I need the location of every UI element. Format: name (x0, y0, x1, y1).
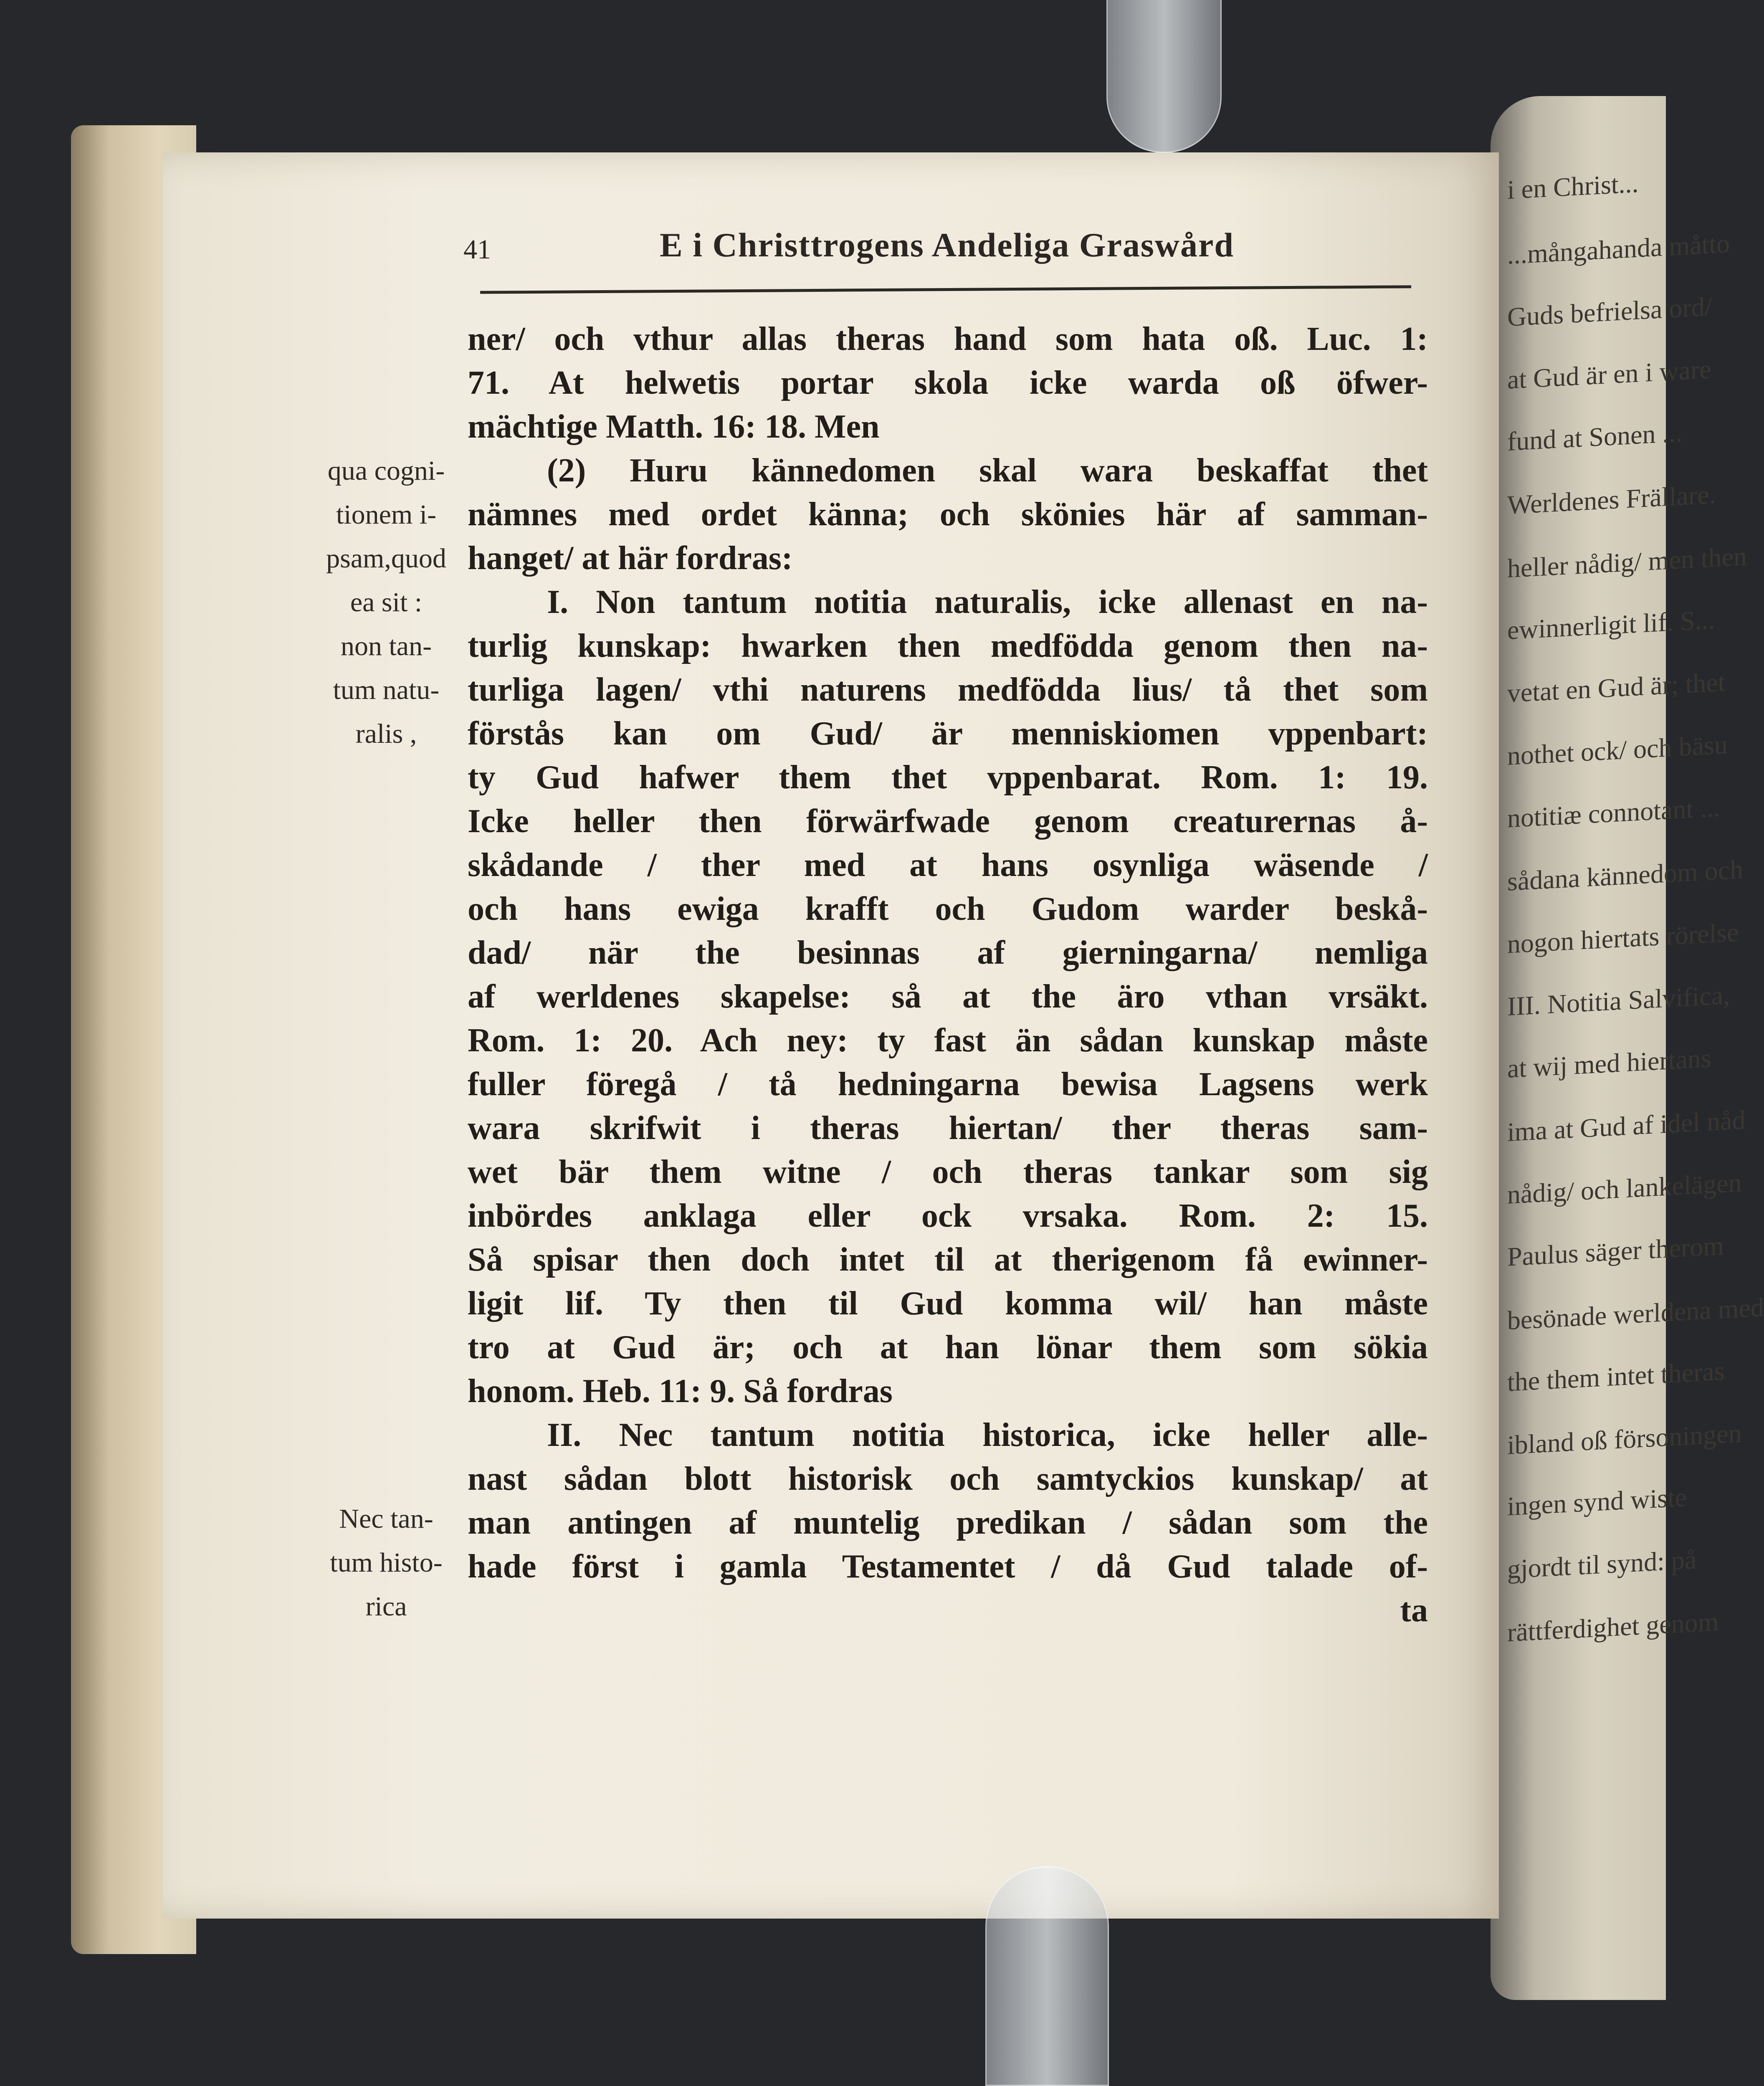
margin-note-line: ralis , (355, 719, 417, 749)
margin-note-1 (317, 449, 455, 756)
page-number: 41 (463, 234, 491, 265)
text-line: II. Nec tantum notitia historica, icke heller alle- (547, 1417, 1428, 1453)
body-text (468, 317, 1428, 1633)
text-line: nast sådan blott historisk och samtyckios kunskap/ at (468, 1461, 1428, 1497)
facing-page-line: ima at Gud af idel nåd (1507, 1105, 1746, 1147)
text-line: tro at Gud är; och at han lönar them som sökia (468, 1329, 1428, 1366)
facing-page-line: sådana kännedom och (1507, 854, 1744, 896)
text-line: ligit lif. Ty then til Gud komma wil/ han måste (468, 1285, 1428, 1322)
facing-page-line: besönade werldena med (1507, 1292, 1764, 1336)
facing-page-line: fund at Sonen ... (1507, 418, 1683, 456)
facing-page-line: gjordt til synd: på (1507, 1544, 1697, 1584)
facing-page-line: at Gud är en i ware (1507, 354, 1711, 395)
text-line: af werldenes skapelse: så at the äro vthan vrsäkt. (468, 978, 1428, 1015)
facing-page-line: the them intet theras (1507, 1356, 1725, 1397)
facing-page-line: ibland oß försoningen (1507, 1418, 1742, 1460)
facing-page-line: nothet ock/ och bäsu (1507, 729, 1728, 771)
text-line: ta (1400, 1592, 1428, 1629)
text-line: mächtige Matth. 16: 18. Men (468, 408, 880, 445)
text-line: man antingen af muntelig predikan / sådan som the (468, 1504, 1428, 1541)
page-clip-bottom (985, 1866, 1109, 2086)
facing-page-line: ewinnerligit lif. S... (1507, 604, 1715, 646)
facing-page-line: vetat en Gud är; thet (1507, 667, 1726, 708)
facing-page-line: Guds befrielsa ord/ (1507, 291, 1712, 332)
margin-note-line: tionem i- (336, 499, 437, 530)
facing-page-line: rättferdighet genom (1507, 1606, 1719, 1648)
facing-page-line: Paulus säger therom (1507, 1230, 1724, 1272)
text-line: skådande / ther med at hans osynliga wäsende / (468, 847, 1428, 884)
text-line: inbördes anklaga eller ock vrsaka. Rom. 2: 15. (468, 1197, 1428, 1234)
facing-page-line: Werldenes Frällare. (1507, 479, 1716, 520)
facing-page-line: heller nådig/ men then (1507, 541, 1747, 584)
text-line: wet bär them witne / och theras tankar som sig (468, 1154, 1428, 1190)
margin-note-line: Nec tan- (339, 1504, 433, 1534)
text-line: Icke heller then förwärfwade genom creaturernas å- (468, 803, 1428, 840)
text-line: Rom. 1: 20. Ach ney: ty fast än sådan kunskap måste (468, 1022, 1428, 1059)
text-line: turlig kunskap: hwarken then medfödda genom then na- (468, 628, 1428, 664)
margin-note-line: rica (365, 1591, 407, 1622)
text-line: förstås kan om Gud/ är menniskiomen vppenbart: (468, 715, 1428, 752)
text-line: ty Gud hafwer them thet vppenbarat. Rom. 1: 19. (468, 759, 1428, 796)
running-head: E i Christtrogens Andeliga Graswård (660, 226, 1234, 264)
text-line: turliga lagen/ vthi naturens medfödda lius/ tå thet som (468, 671, 1428, 708)
margin-note-line: tum natu- (333, 675, 440, 705)
text-line: fuller föregå / tå hedningarna bewisa Lagsens werk (468, 1066, 1428, 1103)
facing-page-line: at wij med hiertans (1507, 1043, 1711, 1084)
text-line: wara skrifwit i theras hiertan/ ther theras sam- (468, 1110, 1428, 1147)
margin-note-2 (317, 1497, 455, 1628)
margin-note-line: psam,quod (326, 543, 446, 574)
text-line: (2) Huru kännedomen skal wara beskaffat thet (547, 452, 1428, 489)
text-line: Så spisar then doch intet til at therigenom få ewinner- (468, 1241, 1428, 1278)
margin-note-line: qua cogni- (327, 456, 445, 486)
text-line: hade först i gamla Testamentet / då Gud talade of- (468, 1548, 1428, 1585)
facing-page-line: nådig/ och lankelägen (1507, 1167, 1742, 1210)
text-line: dad/ när the besinnas af gierningarna/ nemliga (468, 934, 1428, 971)
text-line: nämnes med ordet känna; och skönies här af samman- (468, 496, 1428, 533)
page-header (459, 225, 1428, 271)
margin-note-line: tum histo- (330, 1547, 443, 1578)
facing-page-line: notitiæ connotant ... (1507, 792, 1721, 833)
facing-page-line: i en Christ... (1507, 168, 1639, 205)
text-line: och hans ewiga krafft och Gudom warder beskå- (468, 891, 1428, 927)
margin-note-line: ea sit : (350, 587, 423, 618)
facing-page-line: nogon hiertats rörelse (1507, 917, 1739, 959)
text-line: I. Non tantum notitia naturalis, icke allenast en na- (547, 584, 1428, 620)
facing-page (1491, 96, 1764, 2000)
text-line: ner/ och vthur allas theras hand som hata oß. Luc. 1: (468, 321, 1428, 357)
facing-page-line: ingen synd wiste (1507, 1482, 1687, 1521)
margin-note-line: non tan- (340, 631, 432, 661)
text-line: 71. At helwetis portar skola icke warda oß öfwer- (468, 365, 1428, 401)
facing-page-line: ...mångahanda måtto (1507, 228, 1730, 270)
text-line: honom. Heb. 11: 9. Så fordras (468, 1373, 893, 1410)
facing-page-line: III. Notitia Salvifica, (1507, 980, 1730, 1021)
page-clip-top (1106, 0, 1222, 153)
text-line: hanget/ at här fordras: (468, 540, 793, 577)
